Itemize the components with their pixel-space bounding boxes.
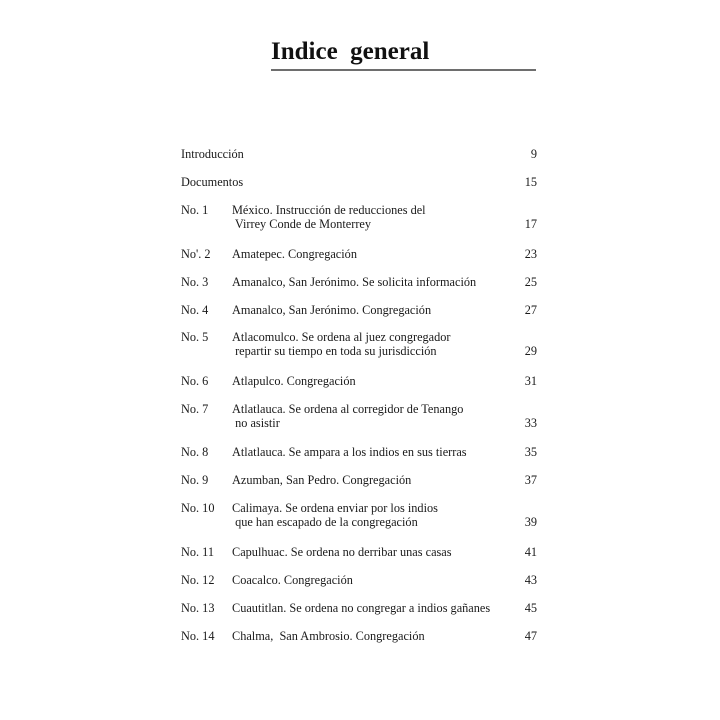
entry-title: Atlacomulco. Se ordena al juez congregador — [232, 330, 451, 344]
toc-entry — [181, 601, 537, 615]
entry-title: Atlatlauca. Se ordena al corregidor de Tenango — [232, 402, 464, 416]
page-number: 41 — [524, 545, 537, 559]
entry-number: No. 10 — [181, 501, 215, 515]
page-number: 47 — [524, 629, 537, 643]
page-title: Indice general — [271, 38, 430, 65]
page-number: 29 — [524, 344, 537, 358]
entry-title: Amanalco, San Jerónimo. Se solicita información — [232, 275, 477, 289]
toc-entry — [181, 629, 537, 643]
page-number: 37 — [524, 473, 537, 487]
toc-entry — [181, 402, 537, 430]
toc-entry — [181, 303, 537, 317]
entry-title: Documentos — [181, 175, 244, 189]
entry-number: No. 9 — [181, 473, 209, 487]
entry-number: No. 7 — [181, 402, 209, 416]
entry-number: No. 11 — [181, 545, 215, 559]
toc-entry — [181, 374, 537, 388]
entry-number: No. 14 — [181, 629, 215, 643]
toc-entry — [181, 501, 537, 529]
page-number: 23 — [524, 247, 537, 261]
title-rule — [271, 69, 536, 71]
entry-title: Atlatlauca. Se ampara a los indios en sus tierras — [232, 445, 467, 459]
toc-entry — [181, 445, 537, 459]
toc-entry — [181, 573, 537, 587]
page-number: 27 — [524, 303, 537, 317]
entry-title: Chalma, San Ambrosio. Congregación — [232, 629, 425, 643]
entry-number: No. 1 — [181, 203, 209, 217]
toc-entry — [181, 175, 537, 189]
entry-title: Amatepec. Congregación — [232, 247, 357, 261]
entry-title: Coacalco. Congregación — [232, 573, 353, 587]
entry-title: Cuautitlan. Se ordena no congregar a indios gañanes — [232, 601, 491, 615]
entry-number: No. 6 — [181, 374, 209, 388]
entry-title: Atlapulco. Congregación — [232, 374, 356, 388]
entry-title: repartir su tiempo en toda su jurisdicción — [232, 344, 437, 358]
entry-title: Introducción — [181, 147, 244, 161]
page-number: 33 — [524, 416, 537, 430]
page-number: 31 — [524, 374, 537, 388]
page-number: 17 — [524, 217, 537, 231]
entry-number: No. 3 — [181, 275, 209, 289]
entry-title: Virrey Conde de Monterrey — [232, 217, 372, 231]
entry-title: que han escapado de la congregación — [232, 515, 418, 529]
toc-entry — [181, 203, 537, 231]
page-number: 35 — [524, 445, 537, 459]
page-number: 45 — [524, 601, 537, 615]
page-number: 43 — [524, 573, 537, 587]
toc-entry — [181, 545, 537, 559]
entry-number: No. 5 — [181, 330, 209, 344]
entry-title: Capulhuac. Se ordena no derribar unas casas — [232, 545, 452, 559]
toc-entry — [181, 275, 537, 289]
toc-entry — [181, 247, 537, 261]
entry-title: México. Instrucción de reducciones del — [232, 203, 426, 217]
toc-entry — [181, 330, 537, 358]
entry-number: No. 12 — [181, 573, 215, 587]
entry-title: no asistir — [232, 416, 280, 430]
toc-entry — [181, 147, 537, 161]
entry-title: Azumban, San Pedro. Congregación — [232, 473, 412, 487]
toc-entry — [181, 473, 537, 487]
entry-number: No. 4 — [181, 303, 209, 317]
page-number: 9 — [530, 147, 537, 161]
entry-number: No. 8 — [181, 445, 209, 459]
entry-title: Amanalco, San Jerónimo. Congregación — [232, 303, 432, 317]
entry-title: Calimaya. Se ordena enviar por los indios — [232, 501, 438, 515]
entry-number: No'. 2 — [181, 247, 211, 261]
page-number: 15 — [524, 175, 537, 189]
entry-number: No. 13 — [181, 601, 215, 615]
page-number: 25 — [524, 275, 537, 289]
page-number: 39 — [524, 515, 537, 529]
